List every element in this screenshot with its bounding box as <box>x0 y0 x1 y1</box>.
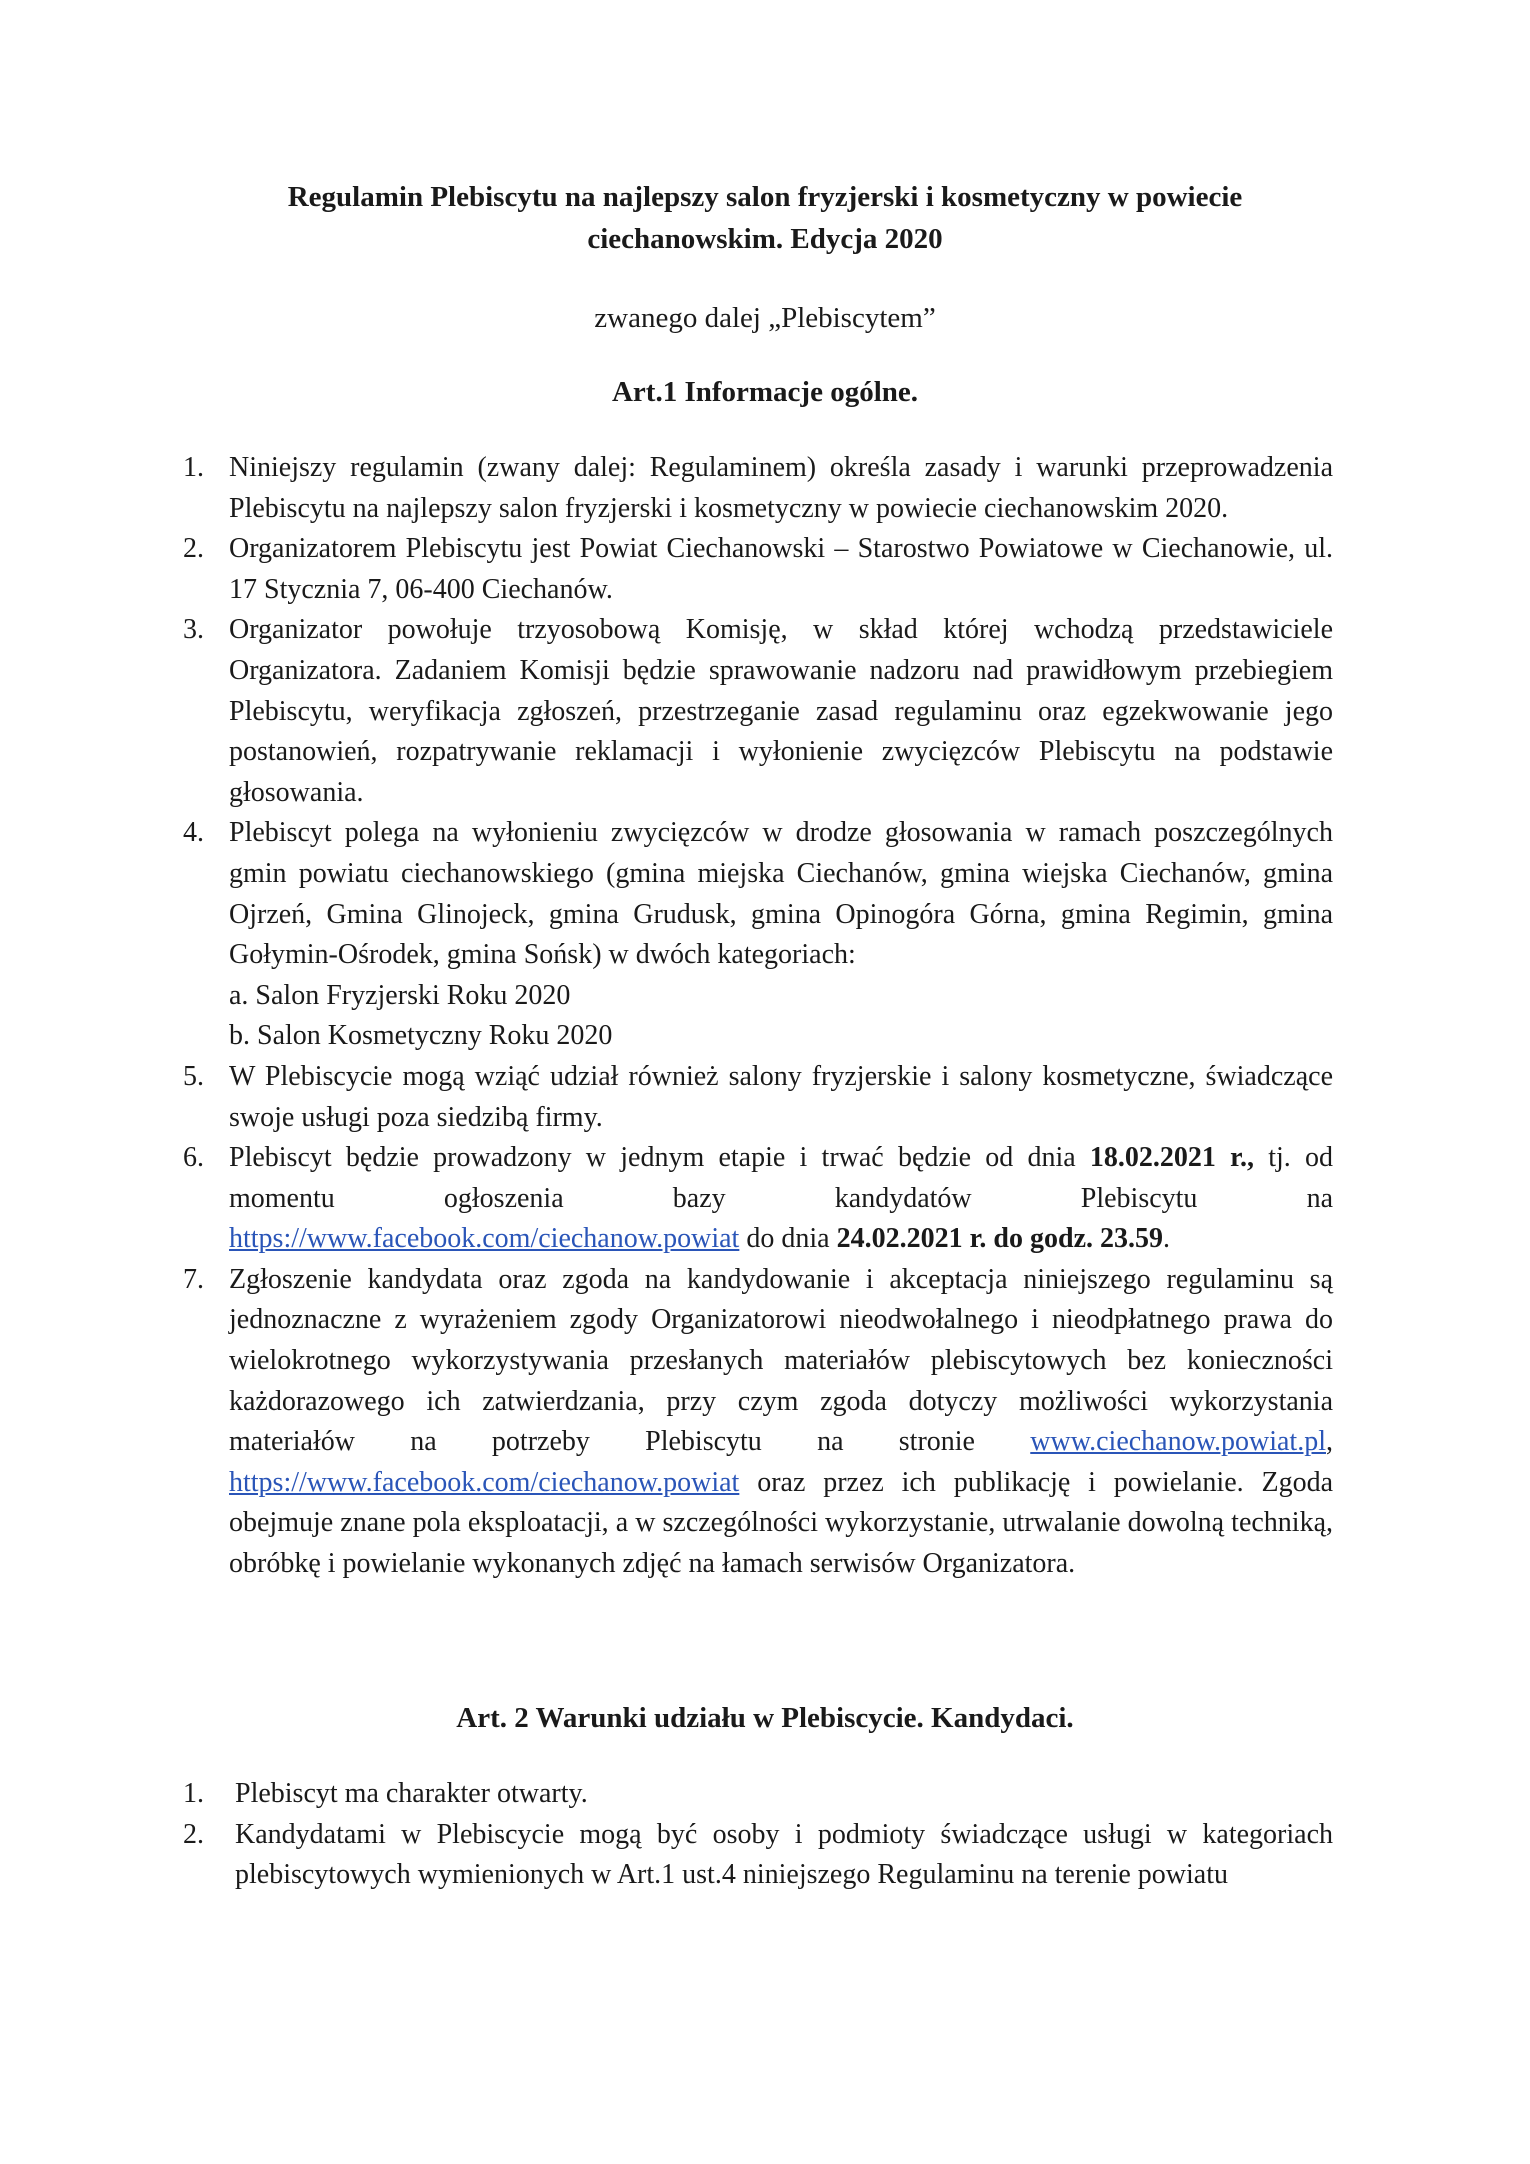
item-text: Plebiscyt ma charakter otwarty. <box>235 1778 588 1809</box>
list-item <box>183 1057 1333 1138</box>
title-line-2: ciechanowskim. Edycja 2020 <box>587 223 943 255</box>
item-number: 2. <box>183 533 204 565</box>
list-item <box>183 529 1333 610</box>
end-date: 24.02.2021 r. do godz. 23.59 <box>836 1223 1163 1255</box>
title-line-1: Regulamin Plebiscytu na najlepszy salon fryzjerski i kosmetyczny w powiecie <box>287 181 1243 213</box>
item-text: Plebiscyt będzie prowadzony w jednym etapie i trwać będzie od dnia <box>229 1142 1076 1174</box>
article-1-heading: Art.1 Informacje ogólne. <box>611 376 919 408</box>
item-number: 1. <box>183 452 204 483</box>
item-text: Zgłoszenie kandydata oraz zgoda na kandydowanie i akceptacja niniejszego regulaminu są jednoznaczne z wyrażeniem zgody Organizatorowi nieodwołalnego i nieodpłatnego prawa do wielokrotnego wykorzystywania przesłanych materiałów plebiscytowych bez konieczności każdorazowego ich zatwierdzania, przy czym zgoda dotyczy możliwości wykorzystania materiałów na potrzeby Plebiscytu na stronie <box>229 1263 1333 1458</box>
article-2-list <box>183 1774 1333 1896</box>
start-date: 18.02.2021 r., <box>1089 1142 1254 1174</box>
item-number: 3. <box>183 614 204 646</box>
item-text: Niniejszy regulamin (zwany dalej: Regulaminem) określa zasady i warunki przeprowadzenia Plebiscytu na najlepszy salon fryzjerski i kosmetyczny w powiecie ciechanowskim 2020. <box>229 452 1333 524</box>
item-text: W Plebiscycie mogą wziąć udział również salony fryzjerskie i salony kosmetyczne, świadczące swoje usługi poza siedzibą firmy. <box>229 1060 1333 1133</box>
facebook-link[interactable]: https://www.facebook.com/ciechanow.powiat <box>229 1466 740 1498</box>
item-text: Plebiscyt polega na wyłonieniu zwycięzców w drodze głosowania w ramach poszczególnych gmin powiatu ciechanowskiego (gmina miejska Ciechanów, gmina wiejska Ciechanów, gmina Ojrzeń, Gmina Glinojeck, gmina Grudusk, gmina Opinogóra Górna, gmina Regimin, gmina Gołymin-Ośrodek, gmina Sońsk) w dwóch kategoriach: <box>229 817 1333 971</box>
category-a: a. Salon Fryzjerski Roku 2020 <box>229 979 571 1011</box>
document-subtitle: zwanego dalej „Plebiscytem” <box>594 302 936 334</box>
item-number: 6. <box>183 1142 204 1174</box>
list-item <box>183 1260 1333 1585</box>
item-number: 5. <box>183 1060 204 1092</box>
item-text: , <box>1326 1426 1333 1458</box>
item-text: . <box>1163 1223 1170 1255</box>
item-text: do dnia <box>746 1223 830 1255</box>
article-2-heading: Art. 2 Warunki udziału w Plebiscycie. Kandydaci. <box>456 1702 1074 1734</box>
document-title <box>200 176 1330 260</box>
item-number: 7. <box>183 1263 204 1295</box>
list-item <box>183 610 1333 813</box>
item-text: oraz przez ich publikację i powielanie. Zgoda obejmuje znane pola eksploatacji, a w szczególności wykorzystanie, utrwalanie dowolną techniką, obróbkę i powielanie wykonanych zdjęć na łamach serwisów Organizatora. <box>229 1466 1333 1580</box>
list-item <box>183 1774 1333 1815</box>
list-item <box>183 448 1333 529</box>
list-item <box>183 1138 1333 1260</box>
item-number: 4. <box>183 817 204 849</box>
item-number: 1. <box>183 1778 204 1809</box>
item-text: Organizator powołuje trzyosobową Komisję, w skład której wchodzą przedstawiciele Organizatora. Zadaniem Komisji będzie sprawowanie nadzoru nad prawidłowym przebiegiem Plebiscytu, weryfikacja zgłoszeń, przestrzeganie zasad regulaminu oraz egzekwowanie jego postanowień, rozpatrywanie reklamacji i wyłonienie zwycięzców Plebiscytu na podstawie głosowania. <box>229 614 1333 808</box>
item-number: 2. <box>183 1818 204 1850</box>
category-b: b. Salon Kosmetyczny Roku 2020 <box>229 1020 613 1052</box>
item-text: Organizatorem Plebiscytu jest Powiat Ciechanowski – Starostwo Powiatowe w Ciechanowie, ul. 17 Stycznia 7, 06-400 Ciechanów. <box>229 533 1333 605</box>
item-text: Kandydatami w Plebiscycie mogą być osoby i podmioty świadczące usługi w kategoriach plebiscytowych wymienionych w Art.1 ust.4 niniejszego Regulaminu na terenie powiatu <box>235 1818 1333 1891</box>
list-item <box>183 1815 1333 1896</box>
facebook-link[interactable]: https://www.facebook.com/ciechanow.powiat <box>229 1223 740 1255</box>
article-1-list <box>183 448 1333 1585</box>
item-text: tj. od momentu ogłoszenia bazy kandydatów Plebiscytu na <box>229 1142 1334 1214</box>
list-item <box>183 813 1333 1057</box>
website-link[interactable]: www.ciechanow.powiat.pl <box>1030 1426 1326 1458</box>
